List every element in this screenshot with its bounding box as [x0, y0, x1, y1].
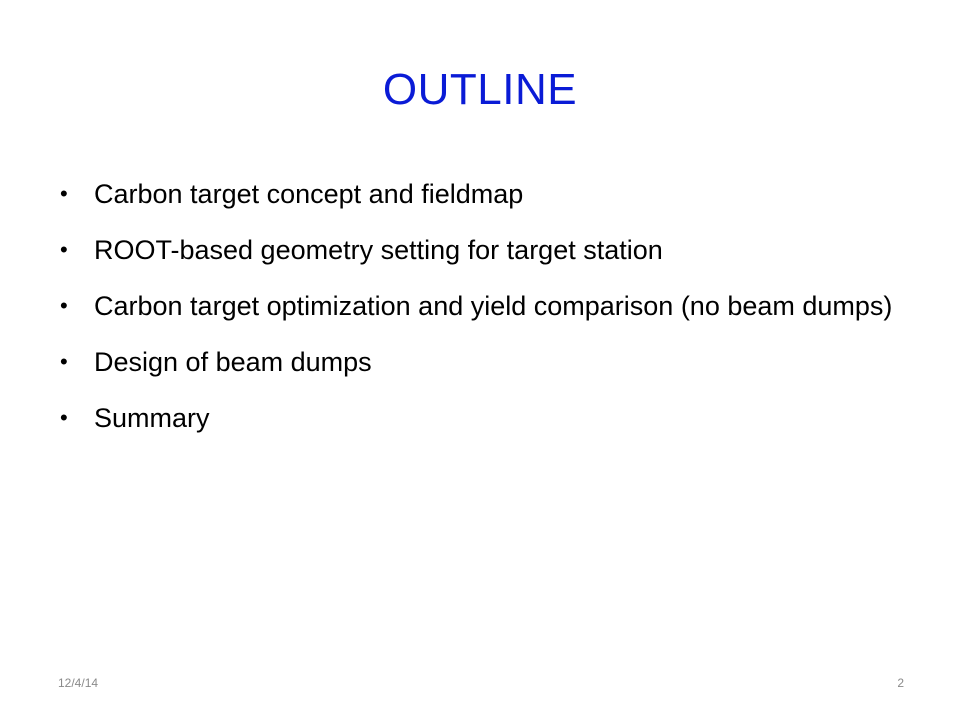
bullet-icon: •	[60, 293, 68, 318]
bullet-list	[58, 176, 918, 456]
bullet-item	[58, 344, 918, 380]
bullet-icon: •	[60, 405, 68, 430]
page-number: 2	[897, 676, 904, 690]
bullet-item	[58, 232, 918, 268]
bullet-icon: •	[60, 181, 68, 206]
bullet-text: ROOT-based geometry setting for target station	[94, 235, 663, 265]
bullet-item	[58, 288, 918, 324]
bullet-icon: •	[60, 237, 68, 262]
bullet-text: Carbon target concept and fieldmap	[94, 179, 524, 209]
footer-date: 12/4/14	[58, 676, 99, 690]
slide-title: OUTLINE	[382, 65, 578, 114]
bullet-text: Summary	[94, 403, 210, 433]
bullet-text: Carbon target optimization and yield comparison (no beam dumps)	[94, 291, 893, 321]
bullet-icon: •	[60, 349, 68, 374]
bullet-text: Design of beam dumps	[94, 347, 372, 377]
bullet-item	[58, 400, 918, 436]
bullet-item	[58, 176, 918, 212]
